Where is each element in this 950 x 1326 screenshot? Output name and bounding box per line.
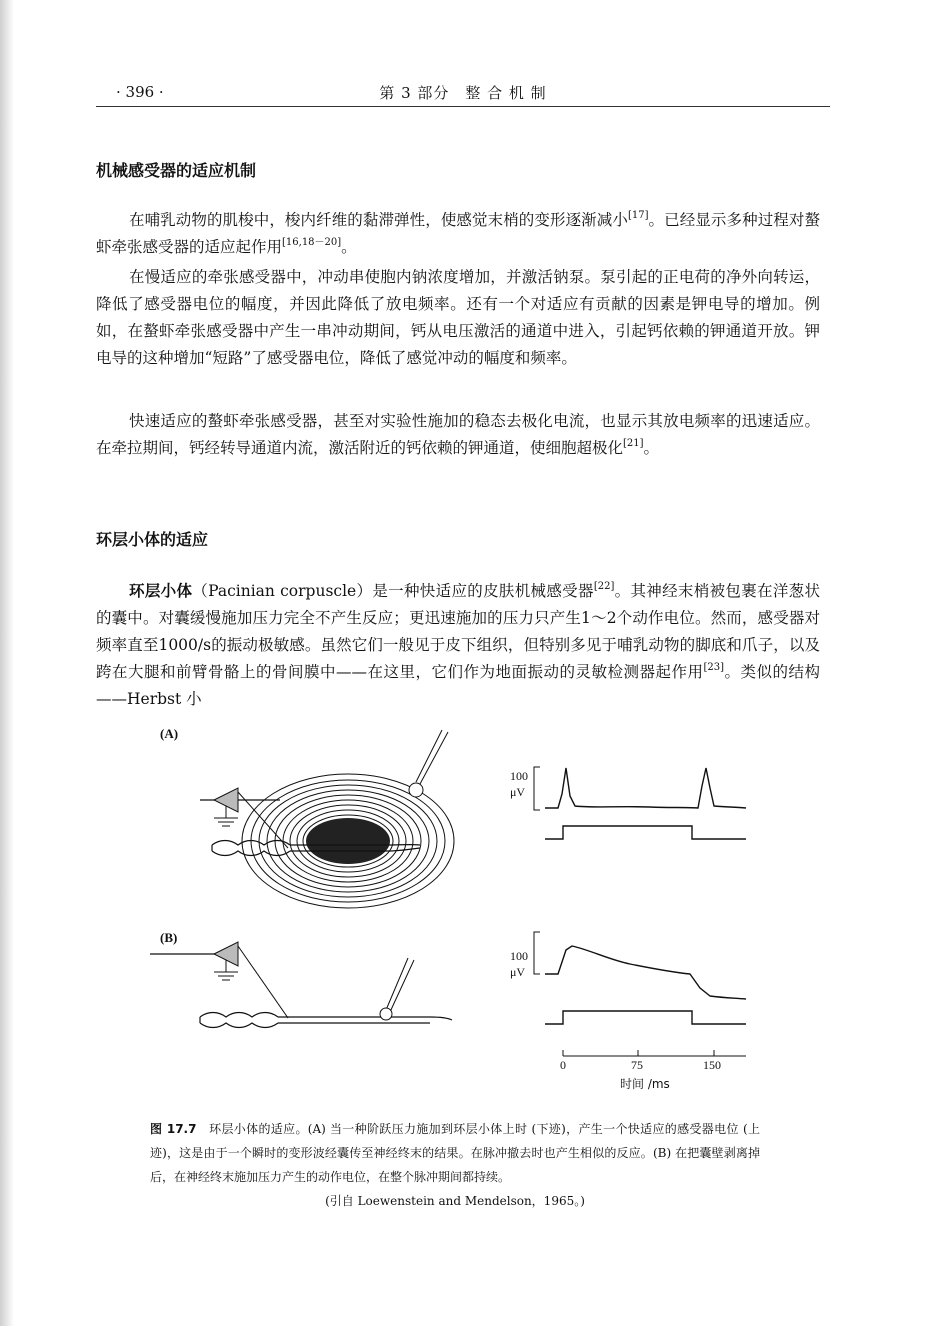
panel-b-scale-value: 100 — [510, 949, 528, 963]
section-heading-pacinian: 环层小体的适应 — [96, 530, 209, 549]
stimulator-probe-b — [380, 958, 414, 1020]
paragraph-2 — [96, 264, 820, 372]
caption-source: (引自 Loewenstein and Mendelson，1965。) — [325, 1194, 585, 1208]
panel-a-traces — [510, 767, 746, 839]
paragraph-4 — [96, 578, 820, 713]
paragraph-2-text: 在慢适应的牵张感受器中，冲动串使胞内钠浓度增加，并激活钠泵。泵引起的正电荷的净外向转运，降低了感受器电位的幅度，并因此降低了放电频率。还有一个对适应有贡献的因素是钾电导的增加。例如，在螯虾牵张感受器中产生一串冲动期间，钙从电压激活的通道中进入，引起钙依赖的钾通道开放。钾电导的这种增加“短路”了感受器电位，降低了感觉冲动的幅度和频率。 — [96, 268, 820, 367]
panel-b-traces — [510, 932, 746, 1091]
action-potential-trace-b — [545, 946, 746, 999]
panel-a-label: (A) — [160, 726, 179, 741]
paragraph-4-tail: 。类似的结构——Herbst 小 — [96, 663, 820, 708]
paragraph-4-text: （Pacinian corpuscle）是一种快适应的皮肤机械感受器 — [192, 582, 594, 600]
paragraph-1-text: 在哺乳动物的肌梭中，梭内纤维的黏滞弹性，使感觉末梢的变形逐渐减小 — [129, 211, 628, 229]
caption-text: 环层小体的适应。(A) 当一种阶跃压力施加到环层小体上时 (下迹)，产生一个快适应的感受器电位 (上迹)，这是由于一个瞬时的变形波经囊传至神经终末的结果。在脉冲撤去时也产生相似的反应。(B) 在把囊壁剥离掉后，在神经终末施加压力产生的动作电位，在整个脉冲期间都持续。 — [150, 1122, 760, 1184]
x-tick-0: 0 — [560, 1058, 566, 1072]
citation-21: [21] — [623, 438, 644, 449]
figure-number: 图 17.7 — [150, 1122, 197, 1136]
paragraph-3-text: 快速适应的螯虾牵张感受器，甚至对实验性施加的稳态去极化电流，也显示其放电频率的迅速适应。在牵拉期间，钙经转导通道内流，激活附近的钙依赖的钾通道，使细胞超极化 — [96, 412, 820, 457]
citation-23: [23] — [703, 662, 724, 673]
stimulus-trace-a — [545, 826, 746, 839]
paragraph-4-body: 。其神经末梢被包裹在洋葱状的囊中。对囊缓慢施加压力完全不产生反应；更迅速施加的压力只产生1～2个动作电位。然而，感受器对频率直至1000/s的振动极敏感。虽然它们一般见于皮下组织，但特别多见于哺乳动物的脚底和爪子，以及跨在大腿和前臂骨骼上的骨间膜中——在这里，它们作为地面振动的灵敏检测器起作用 — [96, 582, 820, 681]
paragraph-3-tail: 。 — [643, 439, 660, 457]
page-header — [96, 79, 830, 105]
figure-caption — [150, 1117, 760, 1213]
corpuscle-core — [306, 818, 390, 864]
term-pacinian-corpuscle: 环层小体 — [129, 582, 193, 600]
figure-17-7 — [150, 724, 760, 1104]
page-edge-shadow — [0, 0, 14, 1326]
panel-a-scale-unit: μV — [510, 785, 526, 799]
stimulator-probe — [409, 730, 448, 797]
running-head: 第 3 部分 整 合 机 制 — [379, 84, 547, 102]
page-number: · 396 · — [116, 83, 164, 101]
paragraph-3 — [96, 408, 820, 462]
paragraph-1-end: 。 — [341, 238, 357, 256]
panel-b-scale-unit: μV — [510, 965, 526, 979]
pacinian-corpuscle-diagram — [200, 730, 454, 908]
x-axis-label: 时间 /ms — [620, 1077, 670, 1091]
decapsulated-terminal-diagram — [150, 942, 452, 1028]
stimulus-trace-b — [545, 1011, 746, 1024]
panel-b-label: (B) — [160, 930, 178, 945]
panel-a-scale-value: 100 — [510, 769, 528, 783]
citation-16-20: [16,18－20] — [282, 237, 342, 248]
header-rule — [96, 106, 830, 107]
paragraph-1 — [96, 207, 820, 261]
x-tick-75: 75 — [631, 1058, 643, 1072]
x-tick-150: 150 — [703, 1058, 721, 1072]
citation-22: [22] — [593, 581, 615, 592]
section-heading-mechanism: 机械感受器的适应机制 — [96, 161, 257, 180]
paragraph-1-tail: 。已经显示多种过程对螯虾牵张感受器的适应起作用 — [96, 211, 820, 256]
citation-17: [17] — [627, 210, 649, 221]
receptor-potential-trace-a — [545, 768, 746, 808]
